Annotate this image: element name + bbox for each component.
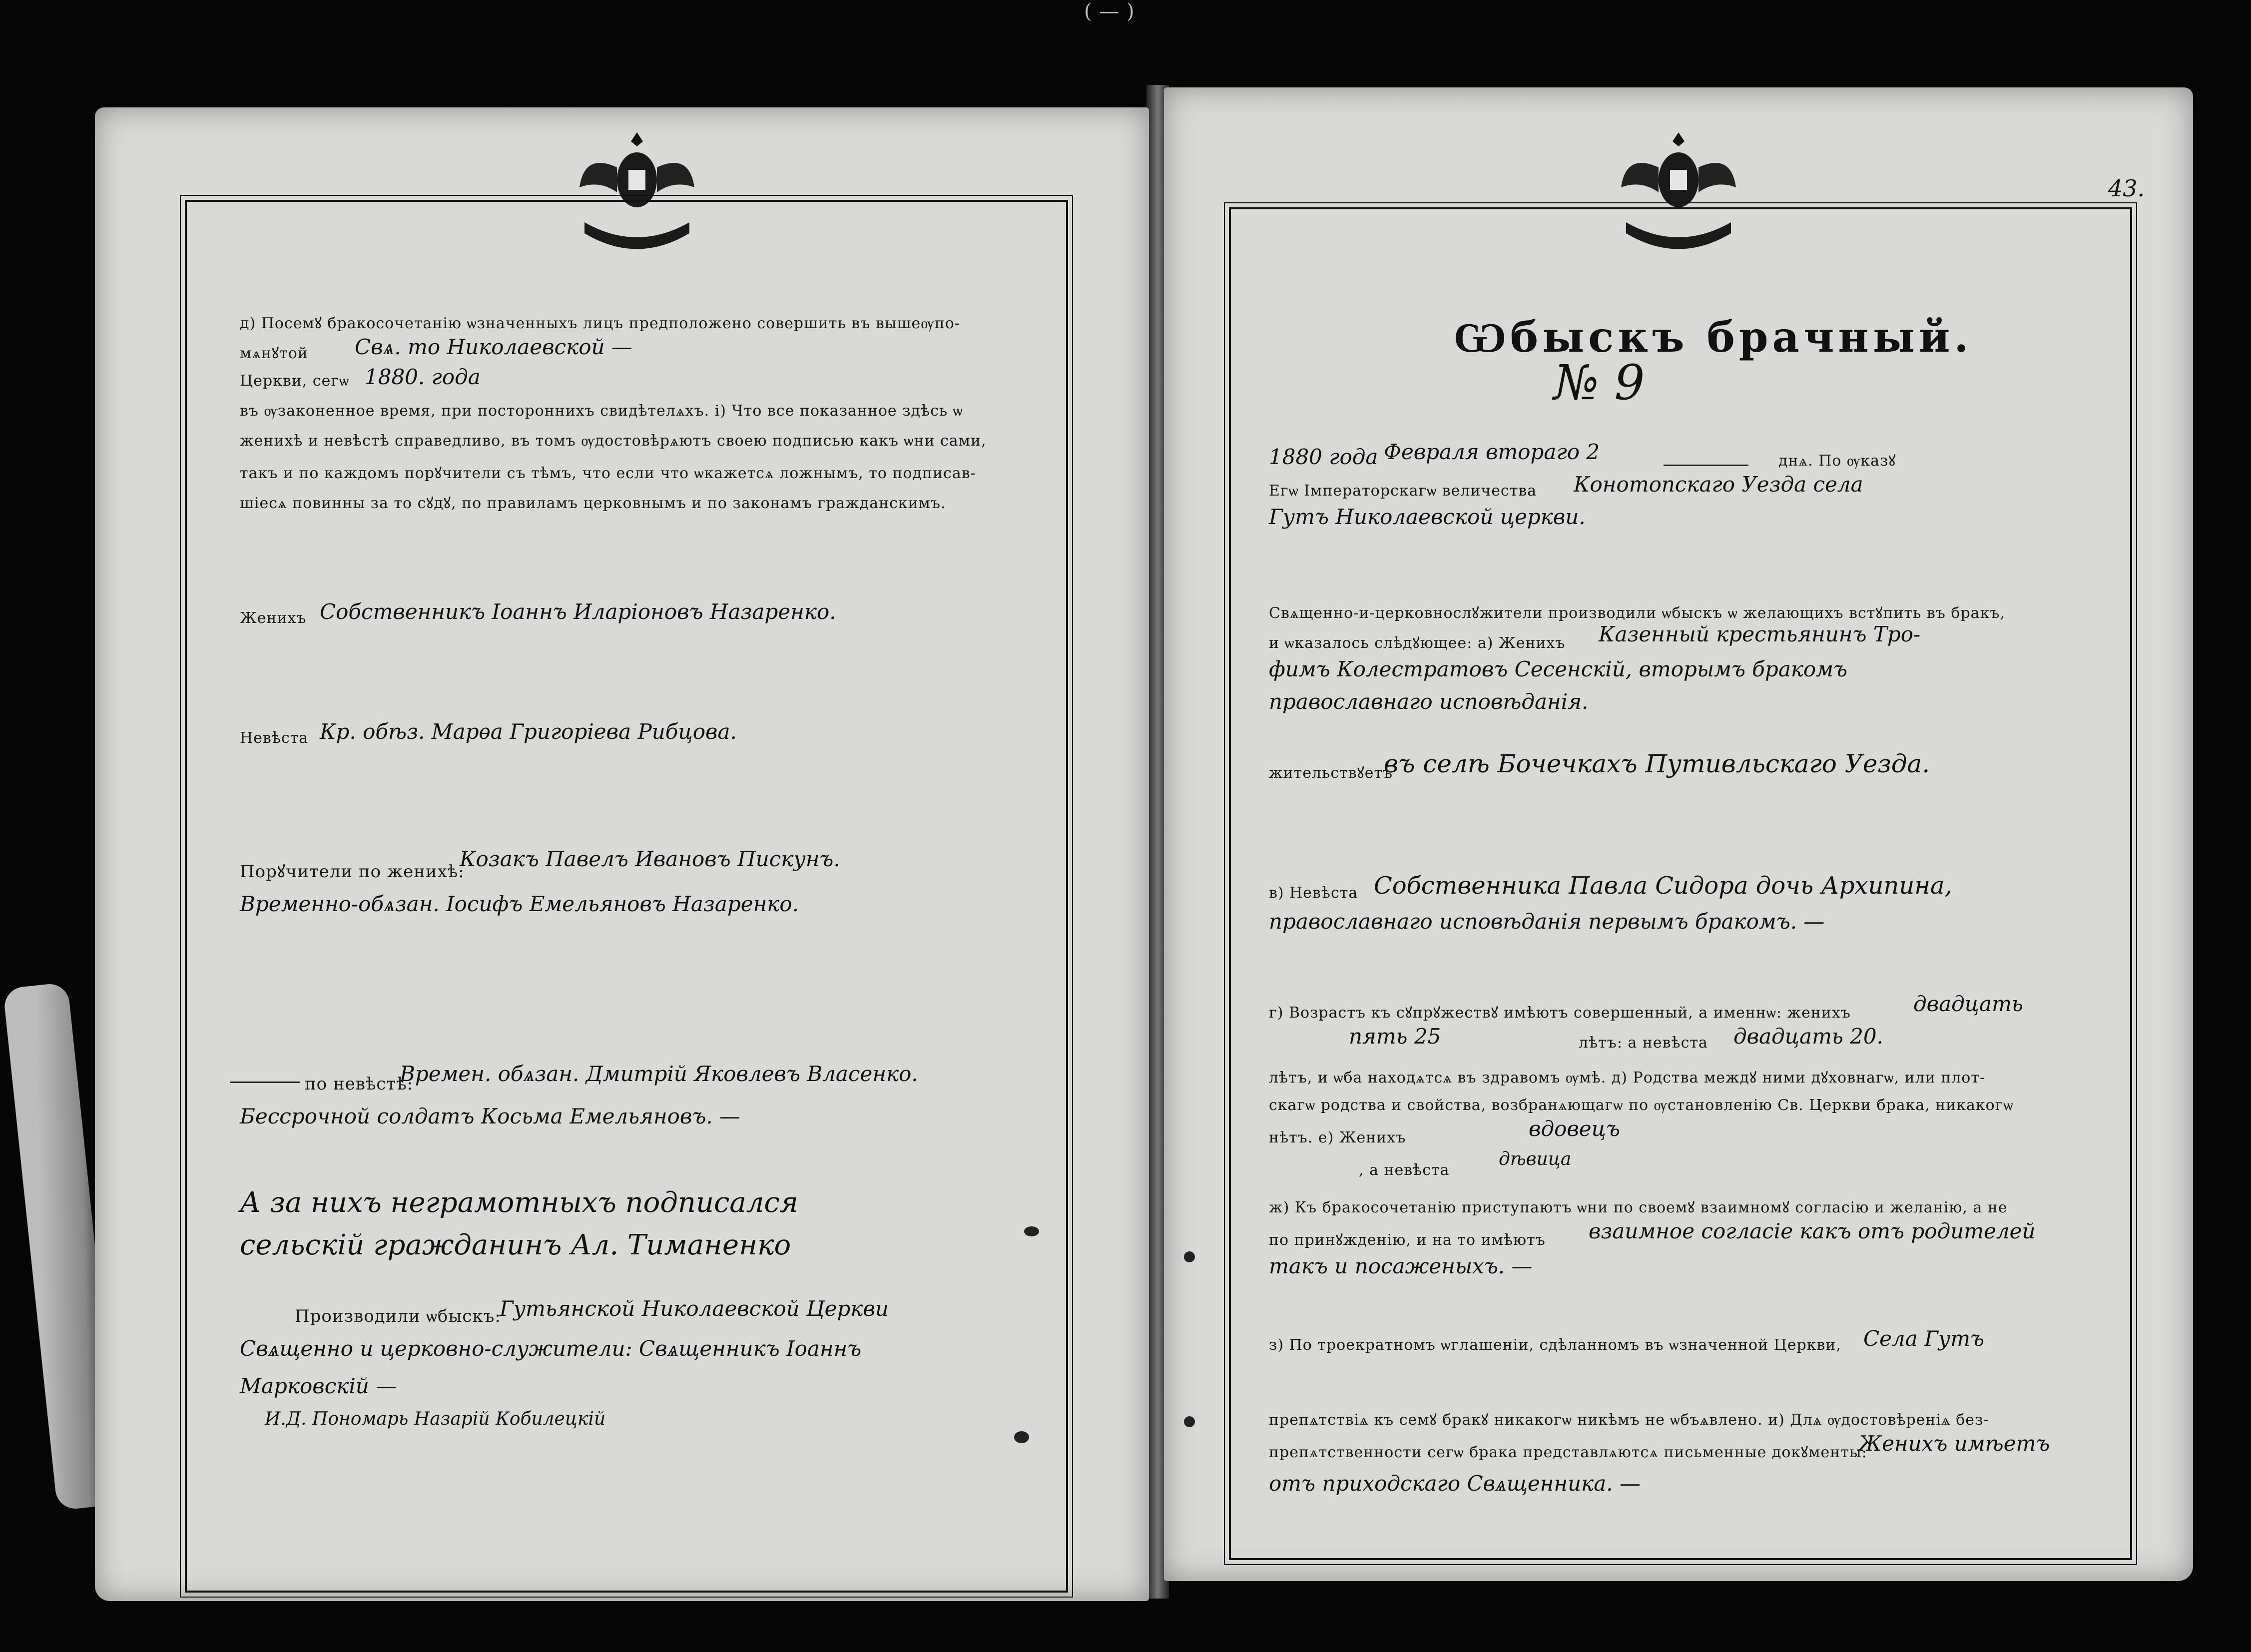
record-number: № 9 (1554, 355, 1645, 411)
groom-surety-2: Временно-обѧзан. Іосифъ Емельяновъ Назаренко. (240, 892, 799, 916)
page-number: 43. (2108, 175, 2145, 202)
ink-blot (1014, 1431, 1029, 1443)
bride-name: Кр. обѣз. Марѳа Григоріева Рибцова. (320, 719, 737, 744)
date-year: 1880 года (1269, 445, 1378, 469)
paragraph-v-line-2: мѧнꙋтой (240, 345, 308, 362)
bride-description-1: Собственника Павла Сидора дочь Архипина, (1374, 872, 1952, 900)
groom-age-2: пять 25 (1349, 1024, 1441, 1049)
bride-status-label: , а невѣста (1359, 1161, 1450, 1179)
bride-status: дѣвица (1499, 1149, 1572, 1169)
left-page (95, 107, 1149, 1601)
bride-surety-1: Времен. обѧзан. Дмитрій Яковлевъ Власенко. (400, 1062, 918, 1086)
bride-age: двадцать 20. (1733, 1024, 1883, 1049)
consent-hand-2: такъ и посаженыхъ. — (1269, 1254, 1533, 1278)
decree-place-2: Гутъ Николаевской церкви. (1269, 505, 1586, 529)
investigators-line-4: И.Д. Пономарь Назарій Кобилецкій (265, 1409, 606, 1429)
paragraph-v-line-4: въ ѹзаконенное время, при постороннихъ свидѣтелѧхъ. і) Что все показанное здѣсь ѡ (240, 402, 963, 420)
document-title: Ѡбыскъ брачный. (1454, 312, 1973, 362)
paragraph-v-line-7: шіесѧ повинны за то сꙋдꙋ, по правиламъ церковнымъ и по законамъ гражданскимъ. (240, 495, 946, 512)
groom-name: Собственникъ Іоаннъ Иларіоновъ Назаренко. (320, 599, 836, 624)
top-mark: ( — ) (1084, 0, 1135, 23)
groom-status: вдовецъ (1529, 1116, 1620, 1141)
residence-label: жительствꙋетъ (1269, 764, 1393, 782)
investigators-line-2: Свѧщенно и церковно-служители: Свѧщенникъ Іоаннъ (240, 1336, 862, 1361)
found-line: и ѡказалось слѣдꙋющее: а) Женихъ (1269, 634, 1566, 652)
bride-label: в) Невѣста (1269, 884, 1358, 902)
banns-place: Села Гутъ (1863, 1326, 1985, 1351)
investigators-label: Производили ѡбыскъ: (295, 1306, 501, 1326)
illiterate-signature-1: А за нихъ неграмотныхъ подписался (240, 1186, 798, 1219)
groom-label: Женихъ (240, 609, 307, 627)
obstacle-line-1: препѧтствіѧ къ семꙋ бракꙋ никакогѡ никѣмъ не ѡбъѧвлено. и) Длѧ ѹдостовѣреніѧ без- (1269, 1411, 1989, 1429)
right-page (1164, 87, 2193, 1581)
ink-blot (1184, 1416, 1195, 1427)
groom-description-3: православнаго исповѣданія. (1269, 689, 1589, 714)
bride-sureties-label: по невѣстѣ: (305, 1074, 414, 1094)
date-print-end: днѧ. По ѹказꙋ (1778, 452, 1896, 470)
age-line-4: скагѡ родства и свойства, возбранѧющагѡ по ѹстановленію Св. Церкви брака, никакогѡ (1269, 1097, 2014, 1114)
consent-hand-1: взаимное согласіе какъ отъ родителей (1589, 1219, 2036, 1243)
ink-blot (1024, 1226, 1039, 1236)
paragraph-v-line-3: Церкви, сегѡ (240, 372, 350, 390)
investigators-line-3: Марковскій — (240, 1374, 397, 1398)
ink-blot (1184, 1251, 1195, 1262)
clergy-line: Свѧщенно-и-церковнослꙋжители производили ѡбыскъ ѡ желающихъ встꙋпить въ бракъ, (1269, 604, 2005, 622)
paragraph-v-line-1: д) Посемꙋ бракосочетанію ѡзначенныхъ лицъ предположено совершить въ вышеѹпо- (240, 315, 960, 332)
age-line-2: лѣтъ: а невѣста (1579, 1034, 1708, 1052)
groom-description-2: фимъ Колестратовъ Сесенскій, вторымъ бракомъ (1269, 657, 1848, 681)
groom-surety-1: Козакъ Павелъ Ивановъ Пискунъ. (460, 847, 840, 871)
paragraph-v-line-6: такъ и по каждомъ порꙋчители съ тѣмъ, что если что ѡкажетсѧ ложнымъ, то подписав- (240, 465, 976, 482)
groom-age-1: двадцать (1913, 992, 2023, 1016)
paragraph-v-line-5: женихѣ и невѣстѣ справедливо, въ томъ ѹдостовѣрѧютъ своею подписью какъ ѡни сами, (240, 432, 987, 450)
age-line-3: лѣтъ, и ѡба находѧтсѧ въ здравомъ ѹмѣ. д) Родства междꙋ ними дꙋховнагѡ, или плот- (1269, 1069, 1986, 1087)
consent-line-2: по принꙋжденію, и на то имѣютъ (1269, 1231, 1546, 1249)
bride-description-2: православнаго исповѣданія первымъ бракомъ. — (1269, 909, 1825, 934)
groom-sureties-label: Порꙋчители по женихѣ: (240, 862, 465, 882)
age-line-1: г) Возрастъ къ сꙋпрꙋжествꙋ имѣютъ совершенный, а именнѡ: женихъ (1269, 1004, 1851, 1022)
residence-value: въ селѣ Бочечкахъ Путивльскаго Уезда. (1384, 749, 1930, 778)
decree-print: Егѡ Імператорскагѡ величества (1269, 482, 1537, 500)
consent-line-1: ж) Къ бракосочетанію приступаютъ ѡни по своемꙋ взаимномꙋ согласію и желанію, а не (1269, 1199, 2008, 1216)
groom-description-1: Казенный крестьянинъ Тро- (1599, 622, 1921, 646)
obstacle-line-2: препѧтственности сегѡ брака представлѧютсѧ письменные докꙋменты: (1269, 1444, 1867, 1461)
illiterate-signature-2: сельскій гражданинъ Ал. Тиманенко (240, 1229, 791, 1261)
age-line-5: нѣтъ. е) Женихъ (1269, 1129, 1406, 1146)
bride-label: Невѣста (240, 729, 309, 747)
investigators-line-1: Гутьянской Николаевской Церкви (500, 1296, 889, 1321)
blank-line (230, 1082, 300, 1083)
banns-line: з) По троекратномъ ѡглашеніи, сдѣланномъ въ ѡзначенной Церкви, (1269, 1336, 1841, 1354)
year: 1880. года (365, 365, 481, 389)
decree-place-1: Конотопскаго Уезда села (1574, 472, 1863, 497)
date-handwritten: Февраля втораго 2 (1384, 440, 1600, 464)
documents-hand-1: Женихъ имѣетъ (1858, 1431, 2050, 1456)
blank-line (1664, 465, 1748, 466)
church-name: Свѧ. то Николаевской — (355, 335, 632, 359)
bride-surety-2: Бессрочной солдатъ Косьма Емельяновъ. — (240, 1104, 741, 1128)
documents-hand-2: отъ приходскаго Свѧщенника. — (1269, 1471, 1641, 1496)
